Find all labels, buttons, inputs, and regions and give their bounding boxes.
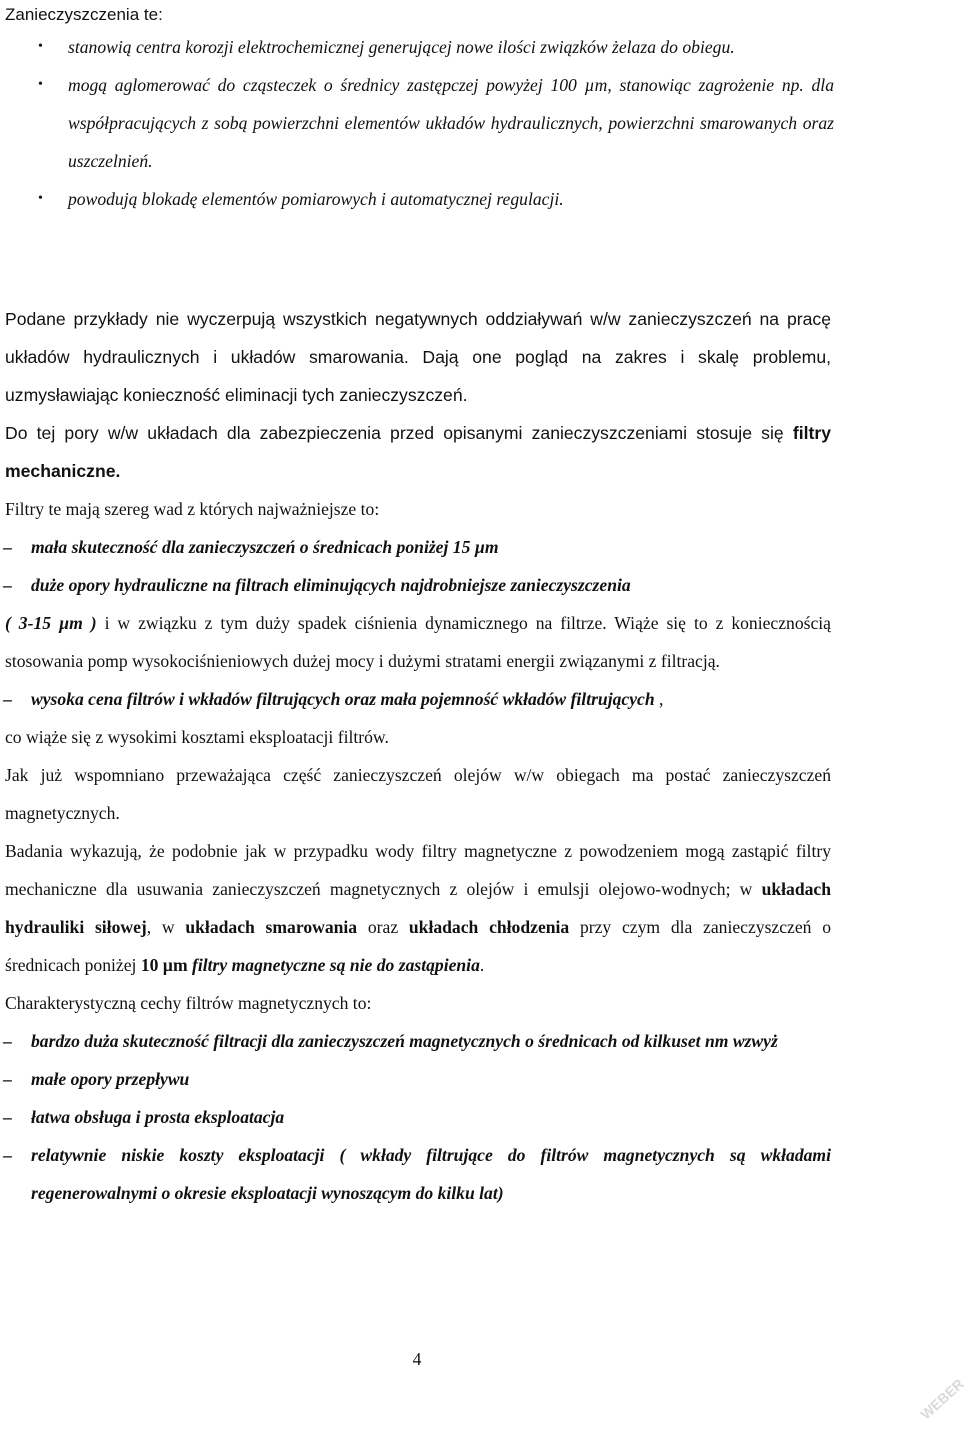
feature-text: łatwa obsługa i prosta eksploatacja — [31, 1107, 285, 1127]
punctuation: , — [654, 689, 664, 709]
defect-text: wysoka cena filtrów i wkładów filtrujących oraz mała pojemność wkładów filtrujących — [31, 689, 655, 709]
bold-term: układach chłodzenia — [408, 917, 570, 937]
paragraph-pressure — [5, 604, 831, 680]
dash-icon: – — [3, 1031, 12, 1051]
bold-term: układach smarowania — [185, 917, 358, 937]
paragraph-text: . — [479, 955, 485, 975]
bold-term: 10 µm — [140, 955, 188, 975]
dash-icon: – — [3, 1107, 12, 1127]
paragraph-text: oraz — [357, 917, 409, 937]
paragraph-text: Do tej pory w/w układach dla zabezpieczenia przed opisanymi zanieczyszczeniami stosuje się — [5, 423, 793, 443]
bullet-text: stanowią centra korozji elektrochemicznej generującej nowe ilości związków żelaza do obiegu. — [68, 37, 735, 57]
feature-item — [5, 1022, 831, 1060]
paragraph-research — [5, 832, 831, 984]
bullet-list — [0, 28, 960, 218]
bullet-icon: • — [38, 191, 43, 206]
paragraph-magnetic: Jak już wspomniano przeważająca część zanieczyszczeń olejów w/w obiegach ma postać zanieczyszczeń magnetycznych. — [5, 765, 831, 823]
dash-icon: – — [3, 689, 12, 709]
intro-heading: Zanieczyszczenia te: — [5, 5, 163, 24]
bullet-item — [0, 66, 960, 180]
paragraph-characteristics: Charakterystyczną cechy filtrów magnetycznych to: — [5, 993, 372, 1013]
bullet-icon: • — [38, 77, 43, 92]
dash-icon: – — [3, 575, 12, 595]
paragraph-filters-intro — [5, 414, 831, 490]
paragraph-examples — [5, 300, 831, 414]
defect-text: duże opory hydrauliczne na filtrach eliminujących najdrobniejsze zanieczyszczenia — [31, 575, 631, 595]
feature-text: relatywnie niskie koszty eksploatacji ( wkłady filtrujące do filtrów magnetycznych są wkładami regenerowalnymi o okresie eksploatacji wynoszącym do kilku lat) — [31, 1145, 831, 1203]
defect-item — [5, 680, 831, 718]
paragraph-text: Dają one pogląd na zakres i skalę problemu, uzmysławiając konieczność eliminacji tych zanieczyszczeń. — [5, 347, 831, 405]
range-value: ( 3-15 µm ) — [5, 613, 97, 633]
bullet-item — [0, 180, 960, 218]
bullet-text: mogą aglomerować do cząsteczek o średnicy zastępczej powyżej 100 µm, stanowiąc zagrożenie np. dla współpracujących z sobą powierzchni elementów układów hydraulicznych, powierzchni smarowanych oraz uszczelnień. — [68, 75, 834, 171]
bold-italic-term: filtry magnetyczne są nie do zastąpienia — [192, 955, 480, 975]
paragraph-text: Badania wykazują, że podobnie jak w przypadku wody filtry magnetyczne z powodzeniem mogą zastąpić filtry mechaniczne dla usuwania zanieczyszczeń magnetycznych z olejów i emulsji olejowo-wodnych; w — [5, 841, 831, 899]
feature-text: bardzo duża skuteczność filtracji dla zanieczyszczeń magnetycznych o średnicach od kilkuset nm wzwyż — [31, 1031, 778, 1051]
watermark-logo: WEBER — [917, 1375, 967, 1423]
page-number: 4 — [412, 1349, 422, 1369]
feature-item — [5, 1136, 831, 1212]
feature-item — [5, 1098, 831, 1136]
paragraph-costs: co wiąże się z wysokimi kosztami eksploatacji filtrów. — [5, 727, 389, 747]
feature-item — [5, 1060, 831, 1098]
defect-text: mała skuteczność dla zanieczyszczeń o średnicach poniżej 15 µm — [31, 537, 499, 557]
bold-term: układach hydrauliki siłowej — [5, 879, 831, 937]
paragraph-defects: Filtry te mają szereg wad z których najważniejsze to: — [5, 499, 380, 519]
main-text — [5, 300, 831, 1212]
bullet-icon: • — [38, 39, 43, 54]
paragraph-text: i w związku z tym duży spadek ciśnienia dynamicznego na filtrze. Wiąże się to z koniecznością stosowania pomp wysokociśnieniowych dużej mocy i dużymi stratami energii związanymi z filtracją. — [5, 613, 831, 671]
defect-item — [5, 528, 831, 566]
dash-icon: – — [3, 1145, 12, 1165]
paragraph-text: , w — [146, 917, 186, 937]
paragraph-text: przy czym dla zanieczyszczeń o średnicach poniżej — [5, 917, 832, 975]
bullet-text: powodują blokadę elementów pomiarowych i automatycznej regulacji. — [68, 189, 564, 209]
dash-icon: – — [3, 537, 12, 557]
dash-icon: – — [3, 1069, 12, 1089]
bullet-item — [0, 28, 960, 66]
bold-term: filtry mechaniczne. — [5, 423, 831, 481]
defect-item — [5, 566, 831, 604]
feature-text: małe opory przepływu — [31, 1069, 190, 1089]
paragraph-text: Podane przykłady nie wyczerpują wszystkich negatywnych oddziaływań w/w zanieczyszczeń na pracę układów hydraulicznych i układów smarowania. — [5, 309, 831, 367]
